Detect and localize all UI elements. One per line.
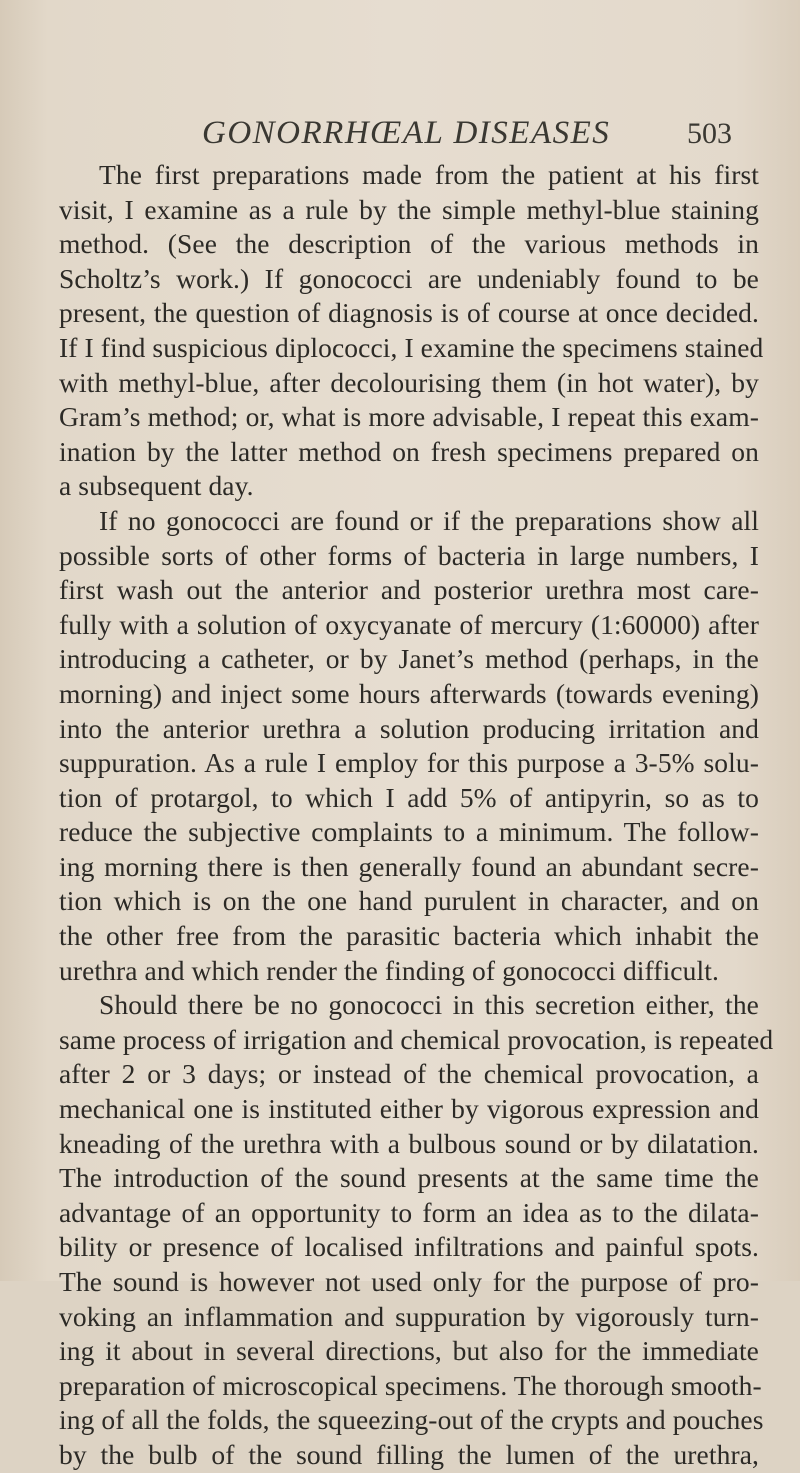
text-line: into the anterior urethra a solution producing irritation and: [59, 712, 759, 744]
text-line: The sound is however not used only for the purpose of pro-: [59, 1266, 759, 1297]
text-line: ing of all the folds, the squeezing-out of the crypts and pouches: [59, 1404, 764, 1436]
text-line: Gram’s method; or, what is more advisable, I repeat this exam-: [59, 401, 759, 433]
text-line: by the bulb of the sound filling the lumen of the urethra,: [59, 1438, 759, 1470]
text-line: after 2 or 3 days; or instead of the chemical provocation, a: [59, 1058, 759, 1090]
text-line: the other free from the parasitic bacteria which inhabit the: [59, 920, 759, 952]
text-line: fully with a solution of oxycyanate of mercury (1:60000) after: [59, 608, 759, 640]
text-line: visit, I examine as a rule by the simple methyl-blue staining: [59, 193, 759, 225]
text-line: mechanical one is instituted either by vigorous expression and: [59, 1093, 759, 1125]
text-line: same process of irrigation and chemical provocation, is repeated: [59, 1023, 774, 1055]
text-line: voking an inflammation and suppuration by vigorously turn-: [59, 1300, 759, 1332]
text-line: The introduction of the sound presents at the same time the: [59, 1162, 759, 1194]
text-line: Scholtz’s work.) If gonococci are undeniably found to be: [59, 262, 759, 294]
text-line: reduce the subjective complaints to a minimum. The follow-: [59, 816, 759, 848]
text-line: kneading of the urethra with a bulbous sound or by dilatation.: [59, 1127, 759, 1159]
text-line: If no gonococci are found or if the preparations show all: [99, 504, 759, 536]
text-line: first wash out the anterior and posterior urethra most care-: [59, 574, 759, 606]
text-line: advantage of an opportunity to form an idea as to the dilata-: [59, 1196, 759, 1228]
text-line: ination by the latter method on fresh specimens prepared on: [59, 435, 759, 467]
text-line: suppuration. As a rule I employ for this purpose a 3-5% solu-: [59, 747, 759, 779]
text-line: method. (See the description of the various methods in: [59, 228, 759, 260]
text-line: with methyl-blue, after decolourising them (in hot water), by: [59, 366, 759, 398]
text-line: bility or presence of localised infiltrations and painful spots.: [59, 1231, 759, 1263]
text-line: tion which is on the one hand purulent in character, and on: [59, 885, 759, 917]
text-line: morning) and inject some hours afterwards (towards evening): [59, 677, 759, 709]
text-line: possible sorts of other forms of bacteria in large numbers, I: [59, 539, 759, 571]
text-line: preparation of microscopical specimens. The thorough smooth-: [59, 1369, 762, 1401]
text-line: If I find suspicious diplococci, I examine the specimens stained: [59, 331, 764, 363]
body-text: [59, 158, 774, 1473]
running-title: GONORRHŒAL DISEASES: [202, 115, 611, 151]
text-line: The first preparations made from the patient at his first: [99, 159, 759, 190]
text-line: ing it about in several directions, but also for the immediate: [59, 1335, 759, 1367]
text-line: Should there be no gonococci in this secretion either, the: [99, 989, 759, 1021]
text-line: ing morning there is then generally found an abundant secre-: [59, 850, 759, 882]
text-line: a subsequent day.: [59, 470, 254, 502]
text-line: introducing a catheter, or by Janet’s method (perhaps, in the: [59, 643, 759, 675]
text-line: present, the question of diagnosis is of course at once decided.: [59, 297, 759, 329]
page-number: 503: [687, 117, 732, 150]
text-line: urethra and which render the finding of gonococci difficult.: [59, 954, 719, 986]
running-head: [92, 115, 732, 155]
text-line: tion of protargol, to which I add 5% of antipyrin, so as to: [59, 781, 759, 813]
